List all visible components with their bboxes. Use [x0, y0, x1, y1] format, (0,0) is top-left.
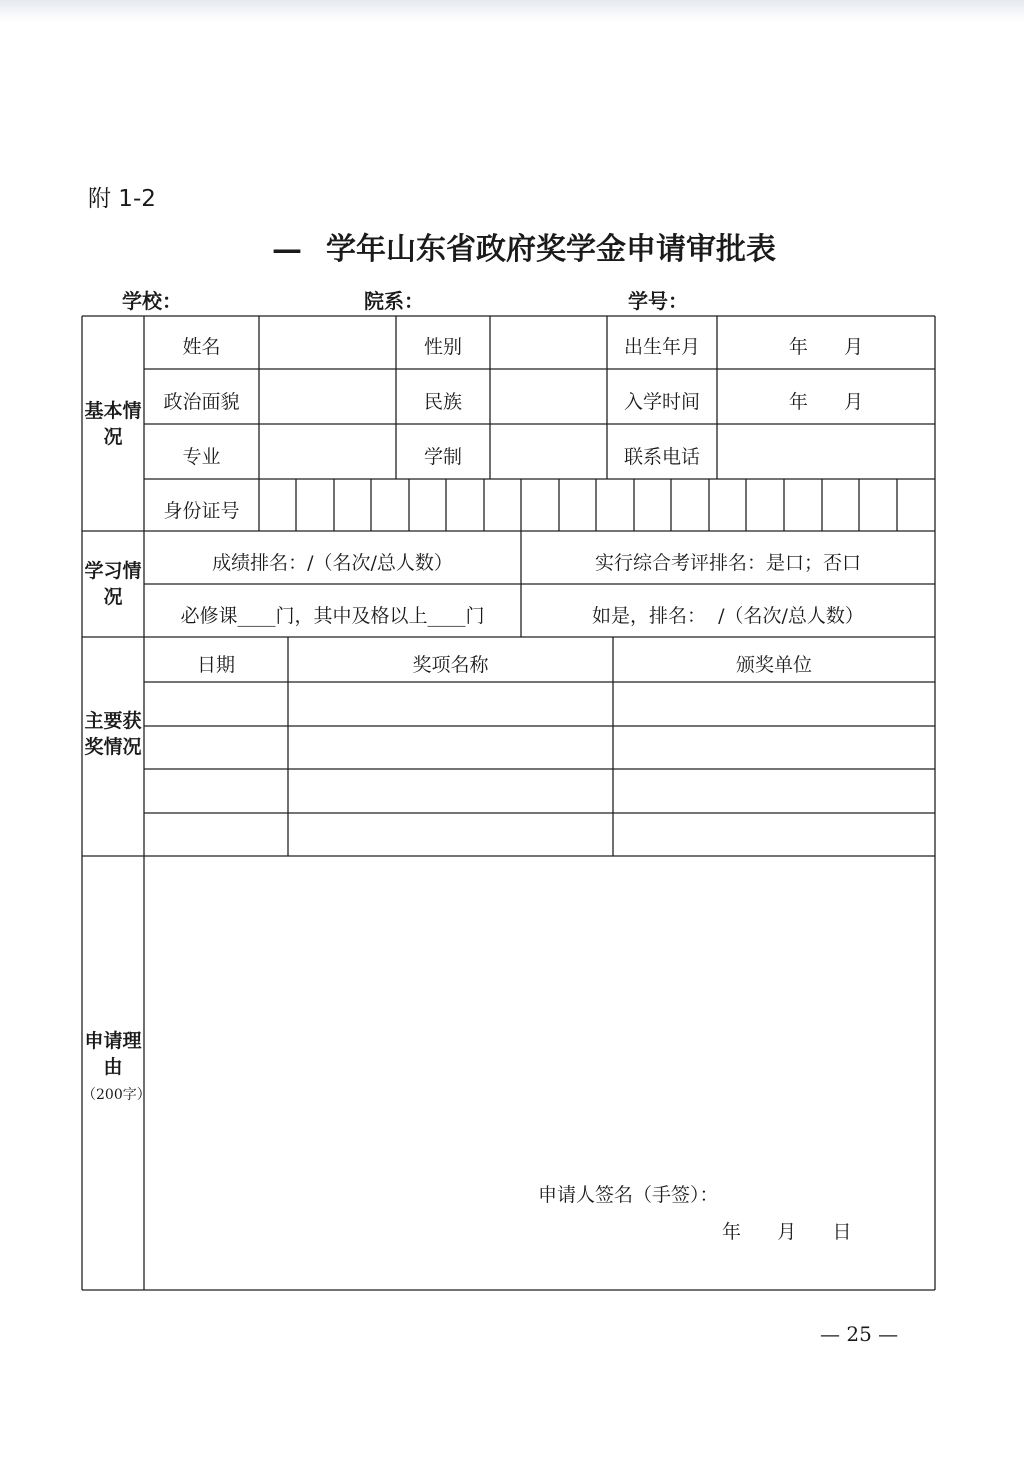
- comprehensive-text: 实行综合考评排名：是口；否口: [594, 552, 861, 574]
- school-label: 学校：: [122, 289, 182, 313]
- birth-value: 年 月: [788, 336, 864, 358]
- name-label: 姓名: [182, 336, 221, 358]
- id-number-label: 身份证号: [163, 500, 240, 522]
- birth-label: 出生年月: [623, 336, 700, 358]
- reason-title: 申请理由: [84, 1030, 142, 1078]
- basic-info-label: 基本情况: [84, 400, 142, 448]
- title-text: 学年山东省政府奖学金申请审批表: [326, 232, 776, 267]
- department-label: 院系：: [364, 289, 424, 313]
- reason-word-limit: （200字）: [82, 1087, 151, 1103]
- year-blank-dash: —: [272, 232, 302, 267]
- required-courses-text: 必修课____门，其中及格以上____门: [180, 605, 485, 627]
- awards-label: 主要获奖情况: [84, 710, 142, 758]
- length-label: 学制: [423, 446, 462, 468]
- award-name-header: 奖项名称: [412, 654, 489, 676]
- signature-date: 年 月 日: [722, 1221, 852, 1243]
- student-id-label: 学号：: [628, 289, 688, 313]
- study-info-label: 学习情况: [84, 560, 142, 608]
- award-issuer-header: 颁奖单位: [735, 654, 812, 676]
- signature-label: 申请人签名（手签）：: [538, 1184, 719, 1206]
- political-label: 政治面貌: [163, 391, 240, 413]
- major-label: 专业: [182, 446, 221, 468]
- attachment-label: 附 1-2: [88, 186, 156, 212]
- phone-label: 联系电话: [623, 446, 700, 468]
- page-number: — 25 —: [820, 1322, 899, 1346]
- if-yes-rank-text: 如是，排名： /（名次/总人数）: [592, 605, 864, 627]
- gender-label: 性别: [423, 336, 462, 358]
- rank-text: 成绩排名：/（名次/总人数）: [212, 552, 453, 574]
- enroll-label: 入学时间: [623, 391, 700, 413]
- enroll-value: 年 月: [788, 391, 864, 413]
- award-date-header: 日期: [196, 654, 235, 676]
- reason-label: [82, 1028, 151, 1106]
- ethnicity-label: 民族: [423, 391, 462, 413]
